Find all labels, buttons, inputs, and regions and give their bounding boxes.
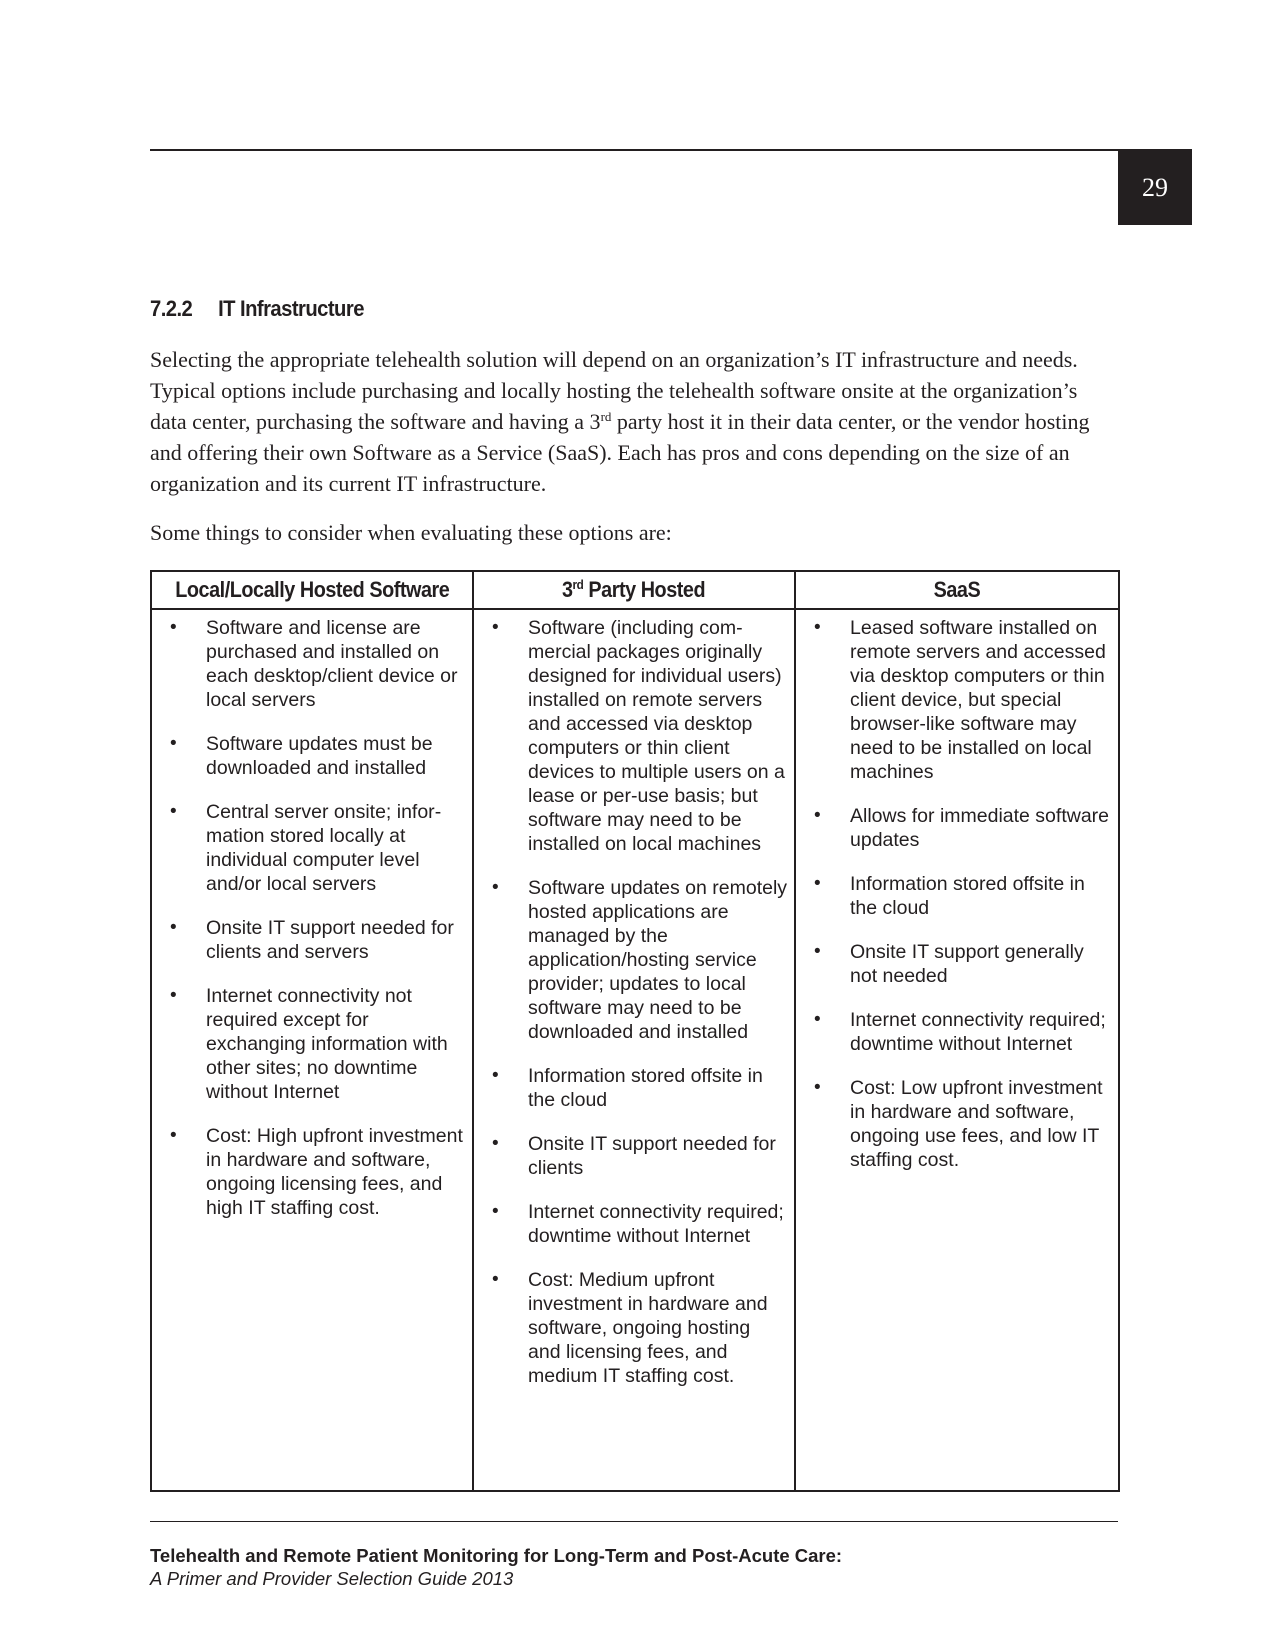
list-item: • Onsite IT support needed for clients and servers xyxy=(170,917,454,963)
section-heading xyxy=(150,296,364,322)
list-item: • Cost: Medium upfront investment in hardware and software, ongoing hosting and licensing fees, and medium IT staffing cost. xyxy=(492,1269,768,1387)
column-third-party xyxy=(473,609,795,1491)
bullet-icon: • xyxy=(170,733,177,754)
list-item: • Information stored offsite in the cloud xyxy=(814,873,1085,919)
list-item: • Software updates on remotely hosted applications are managed by the application/hosting service provider; updates to local software may need to be downloaded and installed xyxy=(492,877,788,1043)
column-local xyxy=(151,609,473,1491)
list-item: • Internet connectivity required; downtime without Internet xyxy=(492,1201,784,1247)
lead-in-text: Some things to consider when evaluating these options are: xyxy=(150,520,672,545)
footer xyxy=(150,1544,842,1590)
bullet-icon: • xyxy=(492,1269,499,1290)
column-header-local: Local/Locally Hosted Software xyxy=(151,571,473,609)
bullet-icon: • xyxy=(814,1009,821,1030)
list-item: • Information stored offsite in the cloud xyxy=(492,1065,763,1111)
bullet-icon: • xyxy=(492,1065,499,1086)
column-header-saas: SaaS xyxy=(795,571,1119,609)
footer-title: Telehealth and Remote Patient Monitoring for Long-Term and Post-Acute Care: xyxy=(150,1545,843,1566)
column-saas xyxy=(795,609,1119,1491)
list-item: • Internet connectivity required; downtime without Internet xyxy=(814,1009,1106,1055)
footer-subtitle: A Primer and Provider Selection Guide 2013 xyxy=(150,1568,514,1589)
page-number: 29 xyxy=(1118,150,1192,225)
bullet-icon: • xyxy=(170,985,177,1006)
bullet-icon: • xyxy=(492,1201,499,1222)
list-item: • Software updates must be downloaded and installed xyxy=(170,733,433,779)
list-item: • Onsite IT support needed for clients xyxy=(492,1133,776,1179)
bullet-icon: • xyxy=(814,873,821,894)
list-item: • Onsite IT support generally not needed xyxy=(814,941,1084,987)
list-item: • Leased software installed on remote servers and accessed via desktop computers or thin client device, but special browser-like software may need to be installed on local machines xyxy=(814,617,1106,783)
section-title: IT Infrastructure xyxy=(218,296,364,321)
list-item: • Internet connectivity not required except for exchanging information with other sites; no downtime without Internet xyxy=(170,985,448,1103)
bullet-icon: • xyxy=(492,1133,499,1154)
list-item: • Cost: Low upfront investment in hardware and software, ongoing use fees, and low IT staffing cost. xyxy=(814,1077,1103,1171)
section-number: 7.2.2 xyxy=(150,296,193,321)
intro-paragraph: Selecting the appropriate telehealth solution will depend on an organization’s IT infrastructure and needs. Typical options include purchasing and locally hosting the telehealth software onsite at the organization’s data center, purchasing the software and having a 3rd party host it in their data center, or the vendor hosting and offering their own Software as a Service (SaaS). Each has pros and cons depending on the size of an organization and its current IT infrastructure. xyxy=(150,347,1090,496)
bullet-icon: • xyxy=(170,917,177,938)
list-item: • Central server onsite; information stored locally at individual computer level and/or local servers xyxy=(170,801,442,895)
list-item: • Software and license are purchased and installed on each desktop/client device or local servers xyxy=(170,617,458,711)
list-item: • Software (including commercial packages originally designed for individual users) installed on remote servers and accessed via desktop computers or thin client devices to multiple users on a lease or per-use basis; but software may need to be installed on local machines xyxy=(492,617,785,855)
footer-rule xyxy=(150,1521,1118,1522)
list-item: • Cost: High upfront investment in hardware and software, ongoing licensing fees, and high IT staffing cost. xyxy=(170,1125,463,1219)
bullet-icon: • xyxy=(170,1125,177,1146)
list-item: • Allows for immediate software updates xyxy=(814,805,1110,851)
bullet-icon: • xyxy=(814,1077,821,1098)
comparison-table xyxy=(150,570,1120,1492)
bullet-icon: • xyxy=(814,617,821,638)
bullet-icon: • xyxy=(814,941,821,962)
bullet-icon: • xyxy=(170,801,177,822)
bullet-icon: • xyxy=(492,617,499,638)
column-header-third-party: 3rd Party Hosted xyxy=(473,571,795,609)
bullet-icon: • xyxy=(814,805,821,826)
bullet-icon: • xyxy=(492,877,499,898)
top-rule xyxy=(150,149,1192,151)
bullet-icon: • xyxy=(170,617,177,638)
